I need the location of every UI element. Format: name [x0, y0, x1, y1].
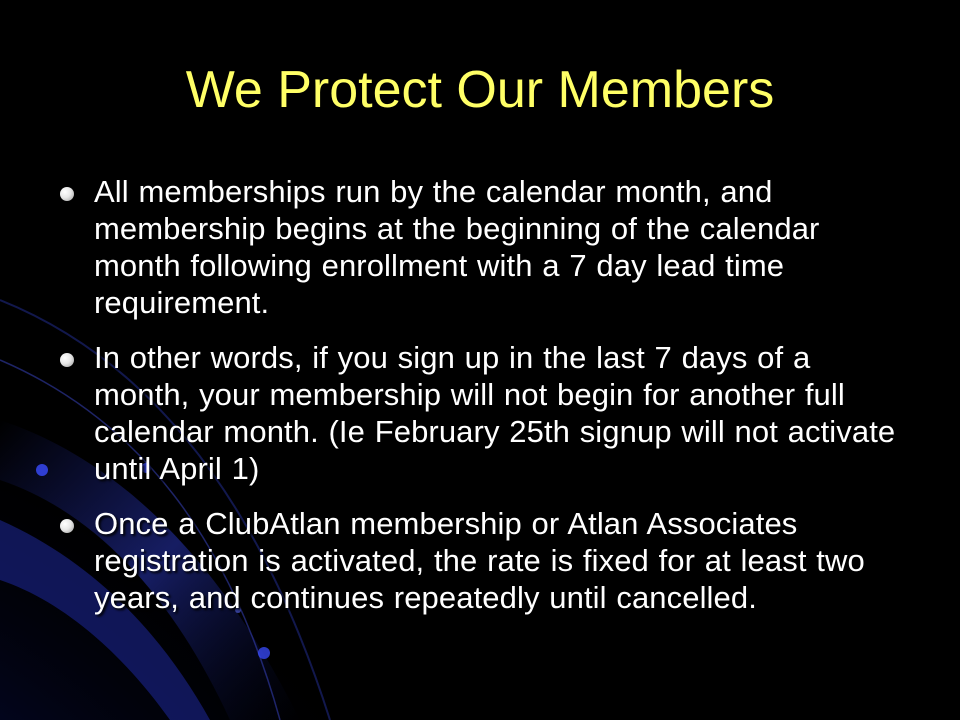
bullet-text: All memberships run by the calendar month, and membership begins at the beginning of the calendar month following enrollment with a 7 day lead time requirement. — [94, 174, 820, 320]
round-bullet-icon — [60, 187, 74, 201]
bullet-item — [56, 505, 901, 616]
bullet-text: Once a ClubAtlan membership or Atlan Associates registration is activated, the rate is fixed for at least two years, and continues repeatedly until cancelled. — [94, 506, 865, 615]
bullet-item — [56, 339, 901, 487]
bullet-item — [56, 173, 901, 321]
slide-title: We Protect Our Members — [185, 61, 775, 119]
round-bullet-icon — [60, 353, 74, 367]
bullet-list — [56, 173, 901, 634]
round-bullet-icon — [60, 519, 74, 533]
bullet-text: In other words, if you sign up in the last 7 days of a month, your membership will not begin for another full calendar month. (Ie February 25th signup will not activate until April 1) — [94, 340, 896, 486]
